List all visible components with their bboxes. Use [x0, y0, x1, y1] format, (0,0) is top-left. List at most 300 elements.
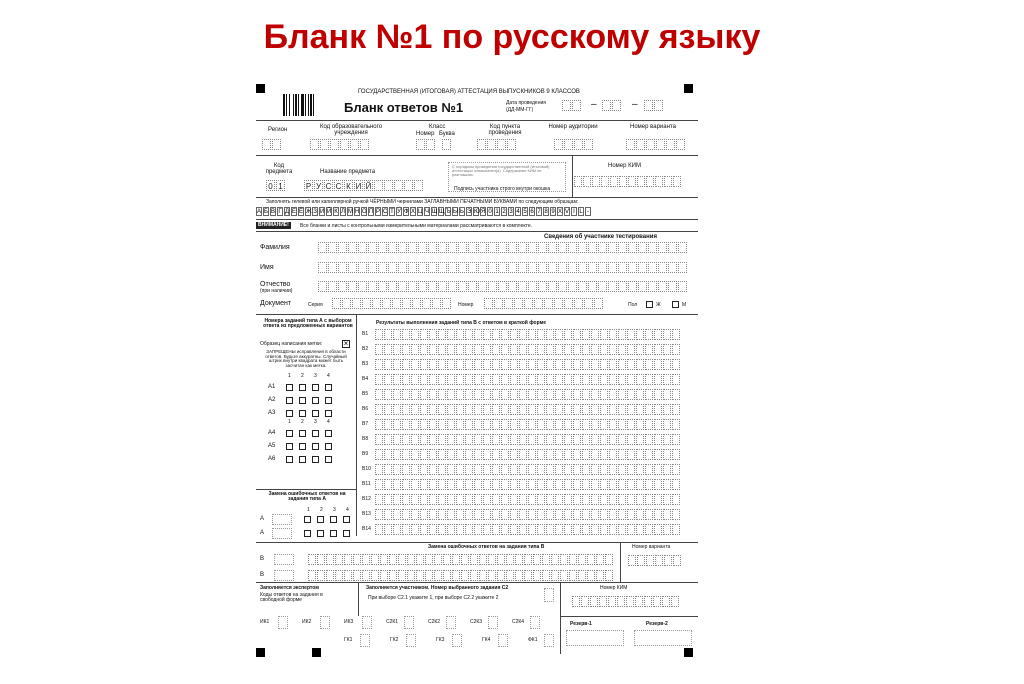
- cell[interactable]: [672, 524, 680, 535]
- cell[interactable]: [465, 464, 473, 475]
- cell[interactable]: [438, 344, 446, 355]
- cell[interactable]: [672, 389, 680, 400]
- cell[interactable]: [429, 434, 437, 445]
- cell[interactable]: [663, 464, 671, 475]
- cell[interactable]: [587, 554, 595, 565]
- cell[interactable]: [510, 329, 518, 340]
- cell[interactable]: [456, 404, 464, 415]
- answer-checkbox[interactable]: [317, 530, 324, 537]
- cell[interactable]: [672, 344, 680, 355]
- cell[interactable]: [465, 344, 473, 355]
- task-number-field[interactable]: [272, 514, 292, 525]
- cell[interactable]: [483, 509, 491, 520]
- cell[interactable]: [508, 242, 517, 253]
- cell[interactable]: [393, 329, 401, 340]
- cell[interactable]: [648, 281, 657, 292]
- cell[interactable]: [609, 479, 617, 490]
- cell[interactable]: [654, 404, 662, 415]
- cell[interactable]: [416, 570, 424, 581]
- cell[interactable]: [636, 344, 644, 355]
- cell[interactable]: [600, 509, 608, 520]
- cell[interactable]: [591, 389, 599, 400]
- cell[interactable]: [447, 344, 455, 355]
- cell[interactable]: [456, 329, 464, 340]
- cell[interactable]: [394, 180, 403, 191]
- cell[interactable]: [384, 180, 393, 191]
- cell[interactable]: [492, 434, 500, 445]
- cell[interactable]: [546, 524, 554, 535]
- cell[interactable]: [528, 374, 536, 385]
- cell[interactable]: [420, 389, 428, 400]
- cell[interactable]: [519, 479, 527, 490]
- cell[interactable]: [308, 570, 316, 581]
- cell[interactable]: [429, 374, 437, 385]
- cell[interactable]: [438, 524, 446, 535]
- cell[interactable]: [411, 374, 419, 385]
- task-number-field[interactable]: [274, 570, 294, 581]
- cell[interactable]: [328, 242, 337, 253]
- cell[interactable]: [524, 554, 532, 565]
- cell[interactable]: [573, 449, 581, 460]
- cell[interactable]: [636, 434, 644, 445]
- number-field[interactable]: [484, 298, 603, 309]
- cell[interactable]: [627, 359, 635, 370]
- cell[interactable]: [600, 479, 608, 490]
- cell[interactable]: [609, 344, 617, 355]
- cell[interactable]: [658, 242, 667, 253]
- cell[interactable]: [573, 464, 581, 475]
- cell[interactable]: [627, 524, 635, 535]
- cell[interactable]: [519, 524, 527, 535]
- cell[interactable]: [672, 419, 680, 430]
- cell[interactable]: [384, 404, 392, 415]
- cell[interactable]: [546, 419, 554, 430]
- cell[interactable]: [407, 554, 415, 565]
- cell[interactable]: [537, 344, 545, 355]
- cell[interactable]: [338, 242, 347, 253]
- answer-checkbox[interactable]: [312, 456, 319, 463]
- cell[interactable]: [492, 419, 500, 430]
- cell[interactable]: [461, 554, 469, 565]
- cell[interactable]: [528, 494, 536, 505]
- cell[interactable]: [465, 479, 473, 490]
- cell[interactable]: [548, 281, 557, 292]
- cell[interactable]: [672, 359, 680, 370]
- cell[interactable]: [573, 524, 581, 535]
- cell[interactable]: [404, 180, 413, 191]
- cell[interactable]: [636, 389, 644, 400]
- cell[interactable]: [456, 464, 464, 475]
- cell[interactable]: [510, 479, 518, 490]
- cell[interactable]: [420, 464, 428, 475]
- cell[interactable]: [456, 509, 464, 520]
- cell[interactable]: [672, 329, 680, 340]
- cell[interactable]: [492, 479, 500, 490]
- cell[interactable]: [501, 464, 509, 475]
- cell[interactable]: [384, 329, 392, 340]
- cell[interactable]: [546, 329, 554, 340]
- answer-checkbox[interactable]: [312, 430, 319, 437]
- cell[interactable]: [627, 479, 635, 490]
- cell[interactable]: [537, 359, 545, 370]
- cell[interactable]: [618, 479, 626, 490]
- cell[interactable]: [447, 359, 455, 370]
- cell[interactable]: [384, 479, 392, 490]
- cell[interactable]: [627, 404, 635, 415]
- cell[interactable]: [591, 374, 599, 385]
- cell[interactable]: [368, 281, 377, 292]
- cell[interactable]: [461, 570, 469, 581]
- cell[interactable]: [438, 389, 446, 400]
- cell[interactable]: [568, 281, 577, 292]
- cell[interactable]: [470, 554, 478, 565]
- cell[interactable]: [418, 242, 427, 253]
- cell[interactable]: [474, 479, 482, 490]
- cell[interactable]: [572, 596, 580, 607]
- cell[interactable]: [456, 494, 464, 505]
- cell[interactable]: [573, 374, 581, 385]
- cell[interactable]: [375, 524, 383, 535]
- cell[interactable]: [408, 262, 417, 273]
- cell[interactable]: [393, 359, 401, 370]
- cell[interactable]: [368, 262, 377, 273]
- cell[interactable]: [663, 359, 671, 370]
- answer-checkbox[interactable]: [286, 456, 293, 463]
- cell[interactable]: [358, 242, 367, 253]
- cell[interactable]: [672, 464, 680, 475]
- cell[interactable]: [474, 449, 482, 460]
- cell[interactable]: [398, 570, 406, 581]
- cell[interactable]: [618, 374, 626, 385]
- cell[interactable]: [456, 359, 464, 370]
- cell[interactable]: [384, 494, 392, 505]
- cell[interactable]: [609, 404, 617, 415]
- cell[interactable]: [618, 464, 626, 475]
- cell[interactable]: [555, 389, 563, 400]
- cell[interactable]: [600, 419, 608, 430]
- cell[interactable]: [663, 374, 671, 385]
- cell[interactable]: [574, 298, 583, 309]
- cell[interactable]: [618, 419, 626, 430]
- cell[interactable]: [384, 419, 392, 430]
- cell[interactable]: [429, 449, 437, 460]
- cell[interactable]: [447, 509, 455, 520]
- cell[interactable]: [555, 374, 563, 385]
- cell[interactable]: [501, 344, 509, 355]
- cell[interactable]: [636, 479, 644, 490]
- cell[interactable]: [627, 344, 635, 355]
- cell[interactable]: [672, 374, 680, 385]
- cell[interactable]: [672, 404, 680, 415]
- cell[interactable]: [618, 281, 627, 292]
- cell[interactable]: [483, 524, 491, 535]
- cell[interactable]: [420, 404, 428, 415]
- cell[interactable]: [662, 596, 670, 607]
- replace-b-answer-field[interactable]: [308, 554, 613, 565]
- cell[interactable]: [458, 281, 467, 292]
- cell[interactable]: [600, 464, 608, 475]
- cell[interactable]: [644, 596, 652, 607]
- cell[interactable]: [628, 262, 637, 273]
- cell[interactable]: [636, 494, 644, 505]
- task-b-answer-field[interactable]: [375, 524, 680, 535]
- cell[interactable]: [627, 374, 635, 385]
- cell[interactable]: [422, 298, 431, 309]
- cell[interactable]: [510, 449, 518, 460]
- cell[interactable]: [335, 554, 343, 565]
- cell[interactable]: [375, 329, 383, 340]
- cell[interactable]: [609, 389, 617, 400]
- cell[interactable]: [609, 434, 617, 445]
- cell[interactable]: [582, 419, 590, 430]
- cell[interactable]: [627, 509, 635, 520]
- cell[interactable]: [524, 570, 532, 581]
- cell[interactable]: [648, 242, 657, 253]
- cell[interactable]: [488, 262, 497, 273]
- cell[interactable]: [618, 329, 626, 340]
- cell[interactable]: [402, 344, 410, 355]
- cell[interactable]: [519, 509, 527, 520]
- cell[interactable]: [618, 344, 626, 355]
- cell[interactable]: [515, 554, 523, 565]
- cell[interactable]: [555, 524, 563, 535]
- cell[interactable]: [402, 329, 410, 340]
- expert-code-field[interactable]: [544, 634, 554, 647]
- cell[interactable]: [474, 359, 482, 370]
- cell[interactable]: [384, 374, 392, 385]
- cell[interactable]: [573, 419, 581, 430]
- cell[interactable]: [389, 570, 397, 581]
- cell[interactable]: [510, 434, 518, 445]
- cell[interactable]: [591, 359, 599, 370]
- cell[interactable]: [375, 374, 383, 385]
- c2-choice-field[interactable]: [544, 588, 554, 602]
- task-number-field[interactable]: [274, 554, 294, 565]
- school-field[interactable]: [310, 139, 369, 150]
- cell[interactable]: [411, 344, 419, 355]
- cell[interactable]: [474, 419, 482, 430]
- cell[interactable]: [393, 464, 401, 475]
- cell[interactable]: [498, 242, 507, 253]
- cell[interactable]: [428, 262, 437, 273]
- cell[interactable]: [551, 570, 559, 581]
- cell[interactable]: [591, 404, 599, 415]
- cell[interactable]: [627, 389, 635, 400]
- cell[interactable]: [573, 329, 581, 340]
- cell[interactable]: [654, 524, 662, 535]
- cell[interactable]: [528, 419, 536, 430]
- cell[interactable]: [411, 509, 419, 520]
- cell[interactable]: [438, 479, 446, 490]
- male-checkbox[interactable]: [672, 301, 679, 308]
- cell[interactable]: [380, 570, 388, 581]
- variant2-field[interactable]: [628, 555, 681, 566]
- cell[interactable]: [411, 329, 419, 340]
- cell[interactable]: [488, 570, 496, 581]
- cell[interactable]: [483, 374, 491, 385]
- answer-checkbox[interactable]: [304, 530, 311, 537]
- cell[interactable]: [564, 449, 572, 460]
- cell[interactable]: [456, 524, 464, 535]
- cell[interactable]: [411, 449, 419, 460]
- cell[interactable]: [568, 262, 577, 273]
- cell[interactable]: [474, 404, 482, 415]
- cell[interactable]: [420, 524, 428, 535]
- cell[interactable]: [654, 344, 662, 355]
- cell[interactable]: [497, 570, 505, 581]
- cell[interactable]: [492, 509, 500, 520]
- cell[interactable]: [465, 449, 473, 460]
- cell[interactable]: [412, 298, 421, 309]
- cell[interactable]: [537, 494, 545, 505]
- cell[interactable]: [546, 389, 554, 400]
- cell[interactable]: [352, 298, 361, 309]
- cell[interactable]: [654, 374, 662, 385]
- expert-code-field[interactable]: [360, 634, 370, 647]
- cell[interactable]: [678, 281, 687, 292]
- cell[interactable]: [388, 281, 397, 292]
- cell[interactable]: [492, 524, 500, 535]
- cell[interactable]: [501, 329, 509, 340]
- cell[interactable]: [465, 389, 473, 400]
- answer-checkbox[interactable]: [299, 456, 306, 463]
- cell[interactable]: [618, 262, 627, 273]
- cell[interactable]: [492, 359, 500, 370]
- cell[interactable]: [393, 404, 401, 415]
- cell[interactable]: [519, 329, 527, 340]
- cell[interactable]: [411, 434, 419, 445]
- cell[interactable]: [628, 242, 637, 253]
- cell[interactable]: [384, 524, 392, 535]
- cell[interactable]: [492, 329, 500, 340]
- cell[interactable]: [627, 434, 635, 445]
- cell[interactable]: [591, 434, 599, 445]
- cell[interactable]: [510, 389, 518, 400]
- task-b-answer-field[interactable]: [375, 359, 680, 370]
- cell[interactable]: [438, 404, 446, 415]
- cell[interactable]: [335, 570, 343, 581]
- cell[interactable]: [519, 359, 527, 370]
- cell[interactable]: [402, 434, 410, 445]
- cell[interactable]: [582, 494, 590, 505]
- cell[interactable]: [558, 242, 567, 253]
- cell[interactable]: [564, 509, 572, 520]
- cell[interactable]: [317, 570, 325, 581]
- cell[interactable]: [609, 509, 617, 520]
- cell[interactable]: [528, 404, 536, 415]
- cell[interactable]: [663, 419, 671, 430]
- cell[interactable]: [510, 374, 518, 385]
- cell[interactable]: [588, 262, 597, 273]
- cell[interactable]: [582, 359, 590, 370]
- cell[interactable]: [456, 344, 464, 355]
- cell[interactable]: [608, 262, 617, 273]
- cell[interactable]: [378, 242, 387, 253]
- cell[interactable]: [494, 298, 503, 309]
- cell[interactable]: [599, 596, 607, 607]
- cell[interactable]: [569, 570, 577, 581]
- cell[interactable]: [438, 329, 446, 340]
- cell[interactable]: [645, 359, 653, 370]
- female-checkbox[interactable]: [646, 301, 653, 308]
- cell[interactable]: [560, 570, 568, 581]
- answer-checkbox[interactable]: [312, 397, 319, 404]
- cell[interactable]: [447, 374, 455, 385]
- expert-code-field[interactable]: [488, 616, 498, 629]
- cell[interactable]: [375, 434, 383, 445]
- cell[interactable]: [600, 434, 608, 445]
- cell[interactable]: [438, 449, 446, 460]
- cell[interactable]: [375, 344, 383, 355]
- cell[interactable]: [569, 554, 577, 565]
- cell[interactable]: [537, 404, 545, 415]
- cell[interactable]: [420, 419, 428, 430]
- cell[interactable]: [514, 298, 523, 309]
- cell[interactable]: [492, 389, 500, 400]
- cell[interactable]: [510, 464, 518, 475]
- cell[interactable]: [600, 359, 608, 370]
- cell[interactable]: [528, 509, 536, 520]
- cell[interactable]: [402, 464, 410, 475]
- cell[interactable]: [564, 389, 572, 400]
- answer-checkbox[interactable]: [299, 430, 306, 437]
- date-field[interactable]: [602, 100, 621, 111]
- cell[interactable]: [465, 509, 473, 520]
- cell[interactable]: [501, 374, 509, 385]
- cell[interactable]: [318, 262, 327, 273]
- cell[interactable]: [492, 449, 500, 460]
- cell[interactable]: [646, 176, 654, 187]
- cell[interactable]: [592, 176, 600, 187]
- expert-code-field[interactable]: [362, 616, 372, 629]
- cell[interactable]: [506, 554, 514, 565]
- replace-b-answer-field[interactable]: [308, 570, 613, 581]
- cell[interactable]: [510, 509, 518, 520]
- cell[interactable]: [542, 554, 550, 565]
- cell[interactable]: [510, 404, 518, 415]
- cell[interactable]: [537, 479, 545, 490]
- expert-code-field[interactable]: [446, 616, 456, 629]
- cell[interactable]: [328, 262, 337, 273]
- cell[interactable]: [587, 570, 595, 581]
- cell[interactable]: [555, 344, 563, 355]
- task-b-answer-field[interactable]: [375, 344, 680, 355]
- cell[interactable]: [564, 374, 572, 385]
- cell[interactable]: [392, 298, 401, 309]
- cell[interactable]: [654, 434, 662, 445]
- answer-checkbox[interactable]: [299, 397, 306, 404]
- cell[interactable]: [492, 464, 500, 475]
- cell[interactable]: [582, 464, 590, 475]
- cell[interactable]: [411, 524, 419, 535]
- expert-code-field[interactable]: [278, 616, 288, 629]
- point-field[interactable]: [477, 139, 516, 150]
- cell[interactable]: [663, 389, 671, 400]
- cell[interactable]: С: [325, 182, 332, 191]
- cell[interactable]: [582, 329, 590, 340]
- cell[interactable]: [484, 298, 493, 309]
- cell[interactable]: [447, 419, 455, 430]
- cell[interactable]: [456, 479, 464, 490]
- cell[interactable]: [362, 298, 371, 309]
- cell[interactable]: [663, 449, 671, 460]
- cell[interactable]: [393, 389, 401, 400]
- cell[interactable]: [678, 242, 687, 253]
- cell[interactable]: [398, 242, 407, 253]
- cell[interactable]: [382, 298, 391, 309]
- cell[interactable]: [519, 434, 527, 445]
- cell[interactable]: [654, 494, 662, 505]
